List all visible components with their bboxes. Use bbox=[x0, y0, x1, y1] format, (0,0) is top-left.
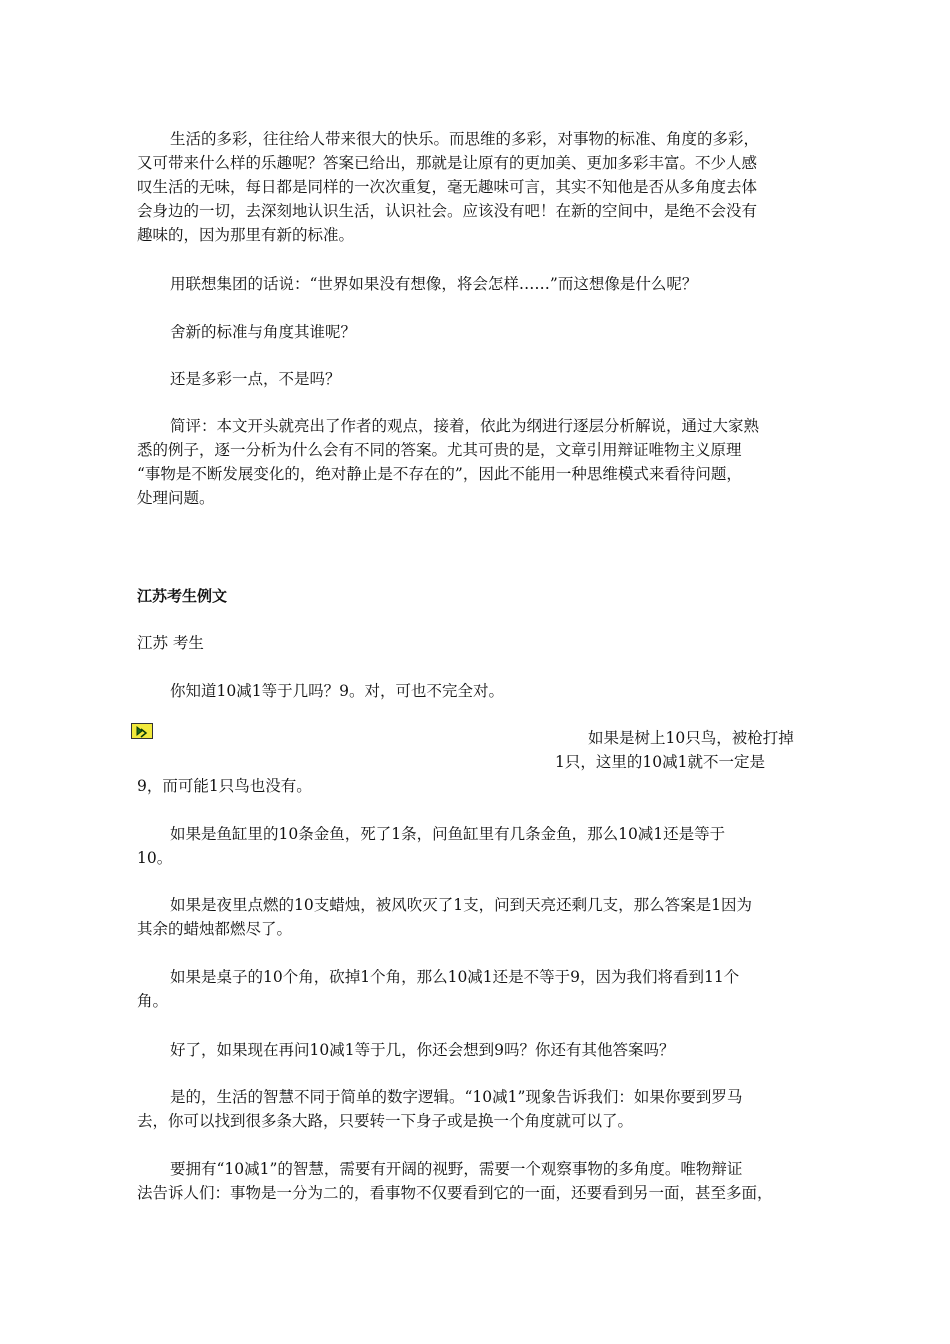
text-line: 生活的多彩，往往给人带来很大的快乐。而思维的多彩，对事物的标准、角度的多彩， bbox=[170, 130, 760, 148]
paragraph-table bbox=[137, 965, 817, 1013]
text-line: 如果是夜里点燃的10支蜡烛，被风吹灭了1支，问到天亮还剩几支，那么答案是1因为 bbox=[170, 896, 752, 914]
paragraph-intro bbox=[137, 679, 817, 703]
text-line: 9，而可能1只鸟也没有。 bbox=[137, 777, 312, 795]
text-line: 会身边的一切，去深刻地认识生活，认识社会。应该没有吧！在新的空间中，是绝不会没有 bbox=[137, 202, 758, 220]
text-line: 角。 bbox=[137, 992, 169, 1010]
text-line: 处理问题。 bbox=[137, 489, 215, 507]
text-line: 用联想集团的话说：“世界如果没有想像，将会怎样……”而这想像是什么呢？ bbox=[170, 275, 698, 293]
text-line: 10。 bbox=[137, 849, 173, 867]
text-line: 趣味的，因为那里有新的标准。 bbox=[137, 226, 355, 244]
text-line: 其余的蜡烛都燃尽了。 bbox=[137, 920, 293, 938]
text-line: 是的，生活的智慧不同于简单的数字逻辑。“10减1”现象告诉我们：如果你要到罗马 bbox=[170, 1088, 743, 1106]
text-line: “事物是不断发展变化的，绝对静止是不存在的”，因此不能用一种思维模式来看待问题， bbox=[137, 465, 742, 483]
text-line: 如果是鱼缸里的10条金鱼，死了1条，问鱼缸里有几条金鱼，那么10减1还是等于 bbox=[170, 825, 726, 843]
paragraph-dialectics bbox=[137, 1157, 817, 1205]
text-line: 法告诉人们：事物是一分为二的，看事物不仅要看到它的一面，还要看到另一面，甚至多面， bbox=[137, 1184, 773, 1202]
paragraph-3 bbox=[137, 320, 817, 344]
text-line: 如果是桌子的10个角，砍掉1个角，那么10减1还是不等于9，因为我们将看到11个 bbox=[170, 968, 740, 986]
text-line: 去，你可以找到很多条大路，只要转一下身子或是换一个角度就可以了。 bbox=[137, 1112, 634, 1130]
text-line: 要拥有“10减1”的智慧，需要有开阔的视野，需要一个观察事物的多角度。唯物辩证 bbox=[170, 1160, 743, 1178]
text-line: 又可带来什么样的乐趣呢？答案已给出，那就是让原有的更加美、更加多彩丰富。不少人感 bbox=[137, 154, 758, 172]
text-line: 舍新的标准与角度其谁呢？ bbox=[170, 323, 357, 341]
author-line: 江苏 考生 bbox=[137, 634, 204, 652]
floated-text-line: 1只，这里的10减1就不一定是 bbox=[555, 753, 765, 771]
section-heading: 江苏考生例文 bbox=[137, 587, 228, 605]
text-line: 还是多彩一点，不是吗？ bbox=[170, 370, 341, 388]
text-line: 悉的例子，逐一分析为什么会有不同的答案。尤其可贵的是，文章引用辩证唯物主义原理 bbox=[137, 441, 742, 459]
paragraph-2 bbox=[137, 272, 817, 296]
paragraph-continuation bbox=[137, 774, 817, 798]
text-line: 你知道10减1等于几吗？9。对，可也不完全对。 bbox=[170, 682, 504, 700]
comment-paragraph bbox=[137, 414, 817, 510]
text-line: 叹生活的无味，每日都是同样的一次次重复，毫无趣味可言，其实不知他是否从多角度去体 bbox=[137, 178, 758, 196]
broken-image-icon[interactable] bbox=[131, 723, 153, 739]
paragraph-question bbox=[137, 1038, 817, 1062]
floated-text-line: 如果是树上10只鸟，被枪打掉 bbox=[588, 729, 794, 747]
paragraph-goldfish bbox=[137, 822, 817, 870]
text-line: 好了，如果现在再问10减1等于几，你还会想到9吗？你还有其他答案吗？ bbox=[170, 1041, 675, 1059]
paragraph-wisdom bbox=[137, 1085, 817, 1133]
paragraph-candles bbox=[137, 893, 817, 941]
text-line: 简评：本文开头就亮出了作者的观点，接着，依此为纲进行逐层分析解说，通过大家熟 bbox=[170, 417, 760, 435]
paragraph-1 bbox=[137, 127, 817, 247]
paragraph-4 bbox=[137, 367, 817, 391]
